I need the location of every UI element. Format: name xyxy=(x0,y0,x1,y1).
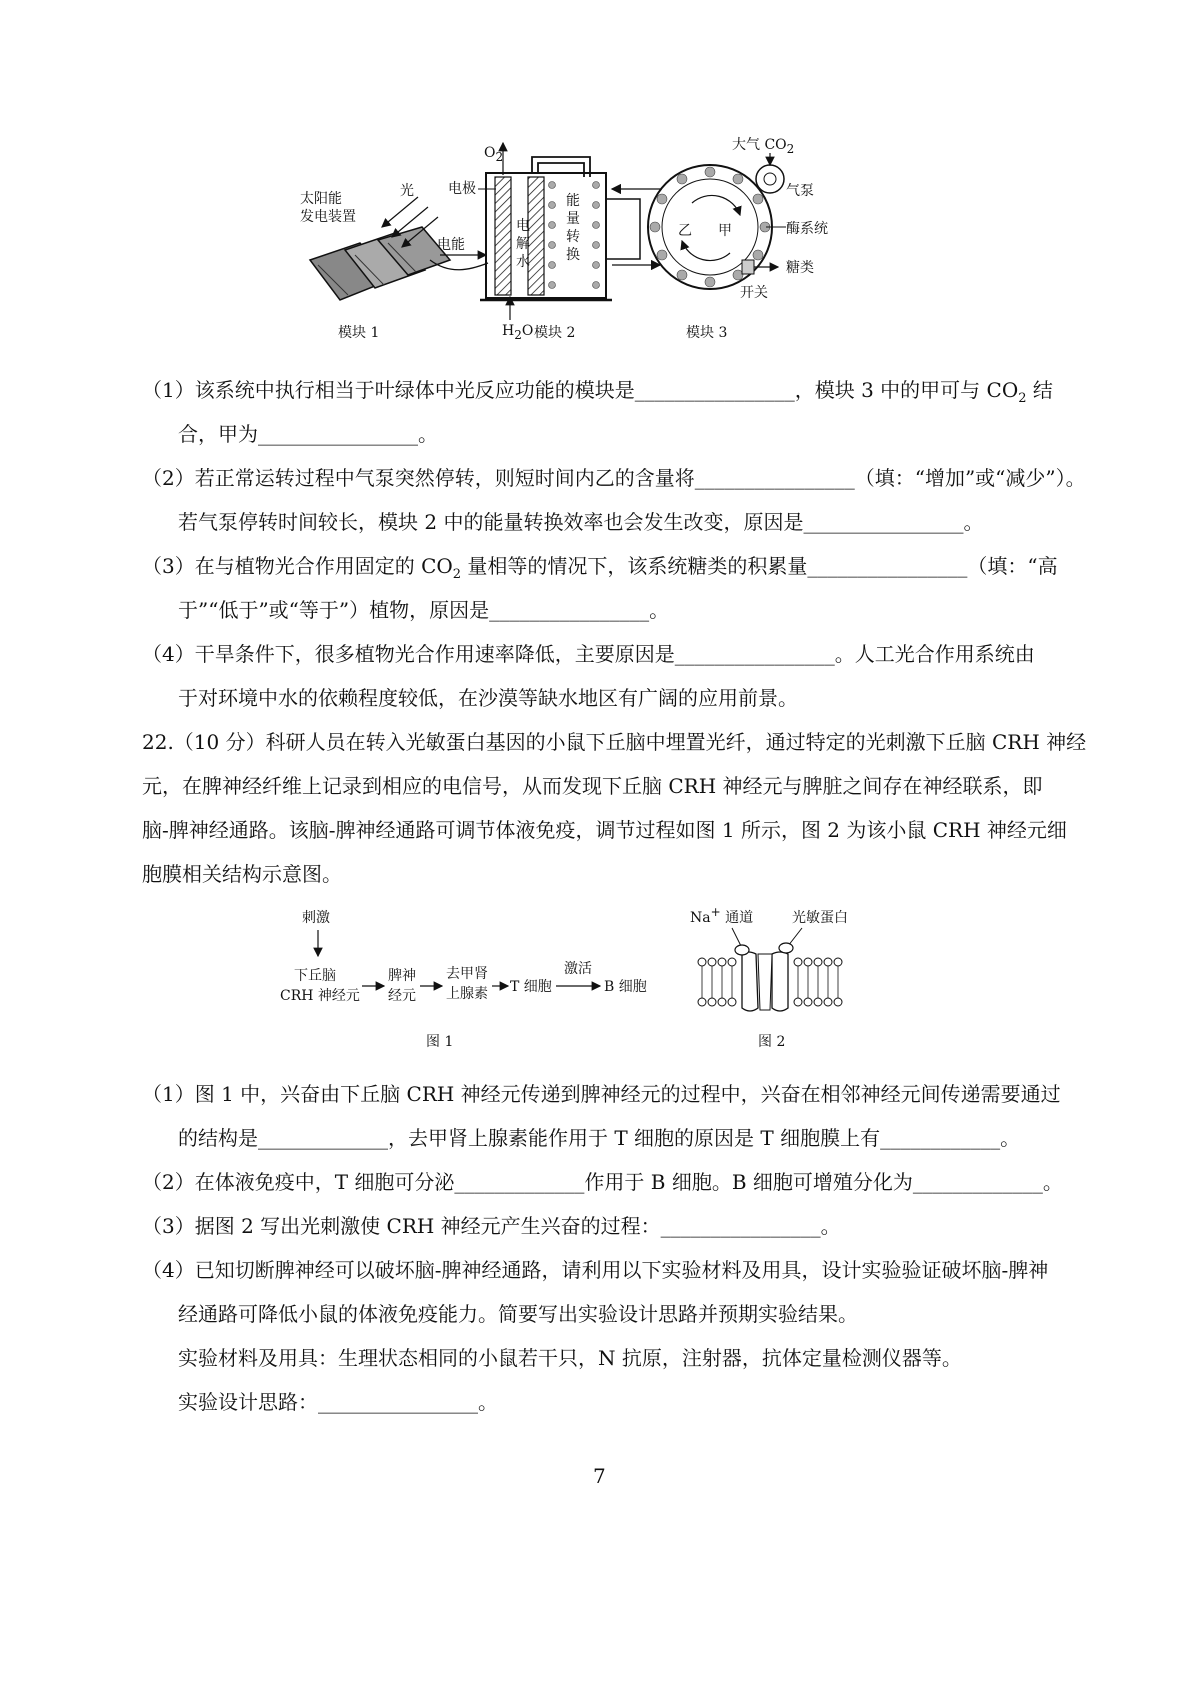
q21-part1-line2: 合，甲为________________。 xyxy=(178,422,438,446)
spleen-neuron-label-1: 脾神 xyxy=(388,968,416,984)
energy-conversion-char-1: 能 xyxy=(566,193,580,209)
solar-label-2: 发电装置 xyxy=(300,209,356,225)
module-2-label: 模块 2 xyxy=(534,325,576,341)
solar-panel-icon xyxy=(310,227,450,300)
jia-label: 甲 xyxy=(718,223,732,239)
activate-label: 激活 xyxy=(564,961,592,977)
q22-intro-line1: 22.（10 分）科研人员在转入光敏蛋白基因的小鼠下丘脑中埋置光纤，通过特定的光刺激下丘脑 CRH 神经 xyxy=(142,730,1087,754)
norepinephrine-label-2: 上腺素 xyxy=(446,986,488,1002)
air-pump-icon xyxy=(756,165,784,193)
energy-conversion-char-2: 量 xyxy=(566,211,580,227)
figure-2-caption: 图 2 xyxy=(758,1034,786,1050)
q21-part4-line2: 于对环境中水的依赖程度较低，在沙漠等缺水地区有广阔的应用前景。 xyxy=(178,686,798,710)
light-label: 光 xyxy=(400,183,414,199)
q22-part1-line2: 的结构是_____________，去甲肾上腺素能作用于 T 细胞的原因是 T 细胞膜上有____________。 xyxy=(178,1126,1021,1150)
figure-1-flowchart xyxy=(280,900,680,1060)
switch-icon xyxy=(742,260,754,274)
norepinephrine-label-1: 去甲肾 xyxy=(446,966,488,982)
energy-conversion-char-3: 转 xyxy=(566,229,580,245)
figure-1-caption: 图 1 xyxy=(426,1034,454,1050)
q22-part4-line2: 经通路可降低小鼠的体液免疫能力。简要写出实验设计思路并预期实验结果。 xyxy=(178,1302,858,1326)
q22-part2: （2）在体液免疫中，T 细胞可分泌_____________作用于 B 细胞。B 细胞可增殖分化为_____________。 xyxy=(142,1170,1063,1194)
q21-part2-line2: 若气泵停转时间较长，模块 2 中的能量转换效率也会发生改变，原因是________________。 xyxy=(178,510,984,534)
q21-part1-line1: （1）该系统中执行相当于叶绿体中光反应功能的模块是________________，模块 3 中的甲可与 $CO_2$ 结 xyxy=(142,378,1053,406)
opsin-icon xyxy=(779,943,793,953)
electrolysis-char-1: 电 xyxy=(516,218,530,234)
switch-label: 开关 xyxy=(740,285,768,301)
yi-label: 乙 xyxy=(678,223,692,239)
module-1-label: 模块 1 xyxy=(338,325,380,341)
q22-intro-line3: 脑-脾神经通路。该脑-脾神经通路可调节体液免疫，调节过程如图 1 所示，图 2 为该小鼠 CRH 神经元细 xyxy=(142,818,1067,842)
figure-2-membrane xyxy=(690,900,870,1060)
module-3-label: 模块 3 xyxy=(686,325,728,341)
q21-part2-line1: （2）若正常运转过程中气泵突然停转，则短时间内乙的含量将________________（填：“增加”或“减少”）。 xyxy=(142,466,1086,490)
t-cell-label: T 细胞 xyxy=(510,979,552,995)
q22-intro-line2: 元，在脾神经纤维上记录到相应的电信号，从而发现下丘脑 CRH 神经元与脾脏之间存在神经联系，即 xyxy=(142,774,1043,798)
q21-part3-line1: （3）在与植物光合作用固定的 $CO_2$ 量相等的情况下，该系统糖类的积累量________________（填：“高 xyxy=(142,554,1058,582)
artificial-photosynthesis-diagram xyxy=(300,135,900,380)
page-number: 7 xyxy=(593,1464,606,1488)
enzyme-label: 酶系统 xyxy=(786,221,828,237)
o2-label: O2 xyxy=(484,145,504,164)
air-pump-label: 气泵 xyxy=(786,183,814,199)
b-cell-label: B 细胞 xyxy=(604,979,647,995)
q21-part4-line1: （4）干旱条件下，很多植物光合作用速率降低，主要原因是________________。人工光合作用系统由 xyxy=(142,642,1035,666)
solar-label-1: 太阳能 xyxy=(300,191,342,207)
na-channel-label: Na+ 通道 xyxy=(690,905,754,926)
atmo-co2-label: 大气 CO2 xyxy=(732,137,795,156)
stimulus-label: 刺激 xyxy=(302,910,330,926)
na-channel-icon xyxy=(742,952,758,1011)
electric-energy-label: 电能 xyxy=(437,237,465,253)
q21-part3-line2: 于”“低于”或“等于”）植物，原因是________________。 xyxy=(178,598,670,622)
q22-part1-line1: （1）图 1 中，兴奋由下丘脑 CRH 神经元传递到脾神经元的过程中，兴奋在相邻神经元间传递需要通过 xyxy=(142,1082,1061,1106)
spleen-neuron-label-2: 经元 xyxy=(388,988,416,1004)
q22-intro-line4: 胞膜相关结构示意图。 xyxy=(142,862,342,886)
hypothalamus-label-1: 下丘脑 xyxy=(294,968,336,984)
q22-materials: 实验材料及用具：生理状态相同的小鼠若干只，N 抗原，注射器，抗体定量检测仪器等。 xyxy=(178,1346,962,1370)
electrolysis-char-3: 水 xyxy=(516,254,530,270)
h2o-label: H2O xyxy=(502,323,534,342)
q22-design: 实验设计思路：________________。 xyxy=(178,1390,498,1414)
sugar-label: 糖类 xyxy=(786,260,814,276)
q22-part3: （3）据图 2 写出光刺激使 CRH 神经元产生兴奋的过程：________________。 xyxy=(142,1214,841,1238)
opsin-label: 光敏蛋白 xyxy=(792,910,848,926)
electrolysis-char-2: 解 xyxy=(516,236,530,252)
q22-part4-line1: （4）已知切断脾神经可以破坏脑-脾神经通路，请利用以下实验材料及用具，设计实验验证破坏脑-脾神 xyxy=(142,1258,1049,1282)
hypothalamus-label-2: CRH 神经元 xyxy=(280,988,360,1004)
electrode-label: 电极 xyxy=(448,181,476,197)
energy-conversion-char-4: 换 xyxy=(566,247,580,263)
